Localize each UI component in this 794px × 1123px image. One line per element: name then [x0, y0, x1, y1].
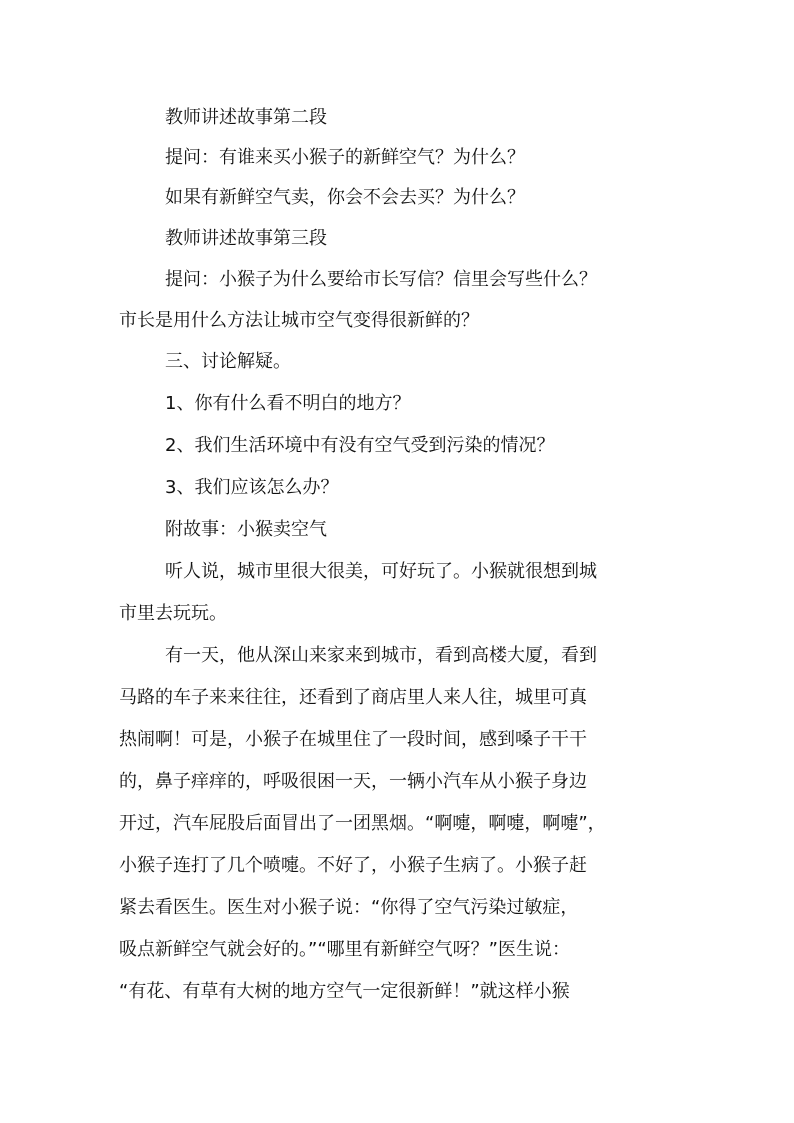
- story-line-6: 的，鼻子痒痒的，呼吸很困一天，一辆小汽车从小猴子身边: [119, 771, 587, 792]
- story-line-1: 听人说，城市里很大很美，可好玩了。小猴就很想到城: [165, 561, 597, 582]
- story-line-2: 市里去玩玩。: [119, 603, 227, 624]
- section-heading: 三、讨论解疑。: [165, 351, 291, 372]
- paragraph-line-2: 提问：有谁来买小猴子的新鲜空气？为什么？: [165, 147, 525, 168]
- paragraph-line-5: 提问：小猴子为什么要给市长写信？信里会写些什么？: [165, 269, 597, 290]
- list-item-1: 1、你有什么看不明白的地方？: [165, 393, 411, 414]
- paragraph-line-1: 教师讲述故事第二段: [165, 107, 327, 128]
- story-line-3: 有一天，他从深山来家来到城市，看到高楼大厦，看到: [165, 645, 597, 666]
- story-line-7: 开过，汽车屁股后面冒出了一团黑烟。“啊嚏，啊嚏，啊嚏”，: [119, 813, 606, 834]
- story-line-4: 马路的车子来来往往，还看到了商店里人来人往，城里可真: [119, 687, 587, 708]
- paragraph-line-3: 如果有新鲜空气卖，你会不会去买？为什么？: [165, 187, 525, 208]
- story-line-8: 小猴子连打了几个喷嚏。不好了，小猴子生病了。小猴子赶: [119, 855, 587, 876]
- list-item-3: 3、我们应该怎么办？: [165, 477, 339, 498]
- story-line-10: 吸点新鲜空气就会好的。”“哪里有新鲜空气呀？”医生说：: [119, 939, 570, 960]
- paragraph-line-6: 市长是用什么方法让城市空气变得很新鲜的？: [119, 310, 479, 331]
- story-line-11: “有花、有草有大树的地方空气一定很新鲜！”就这样小猴: [119, 981, 570, 1002]
- story-line-5: 热闹啊！可是，小猴子在城里住了一段时间，感到嗓子干干: [119, 729, 587, 750]
- story-title: 附故事：小猴卖空气: [165, 519, 327, 540]
- list-item-2: 2、我们生活环境中有没有空气受到污染的情况？: [165, 435, 555, 456]
- story-line-9: 紧去看医生。医生对小猴子说：“你得了空气污染过敏症，: [119, 897, 579, 918]
- paragraph-line-4: 教师讲述故事第三段: [165, 228, 327, 249]
